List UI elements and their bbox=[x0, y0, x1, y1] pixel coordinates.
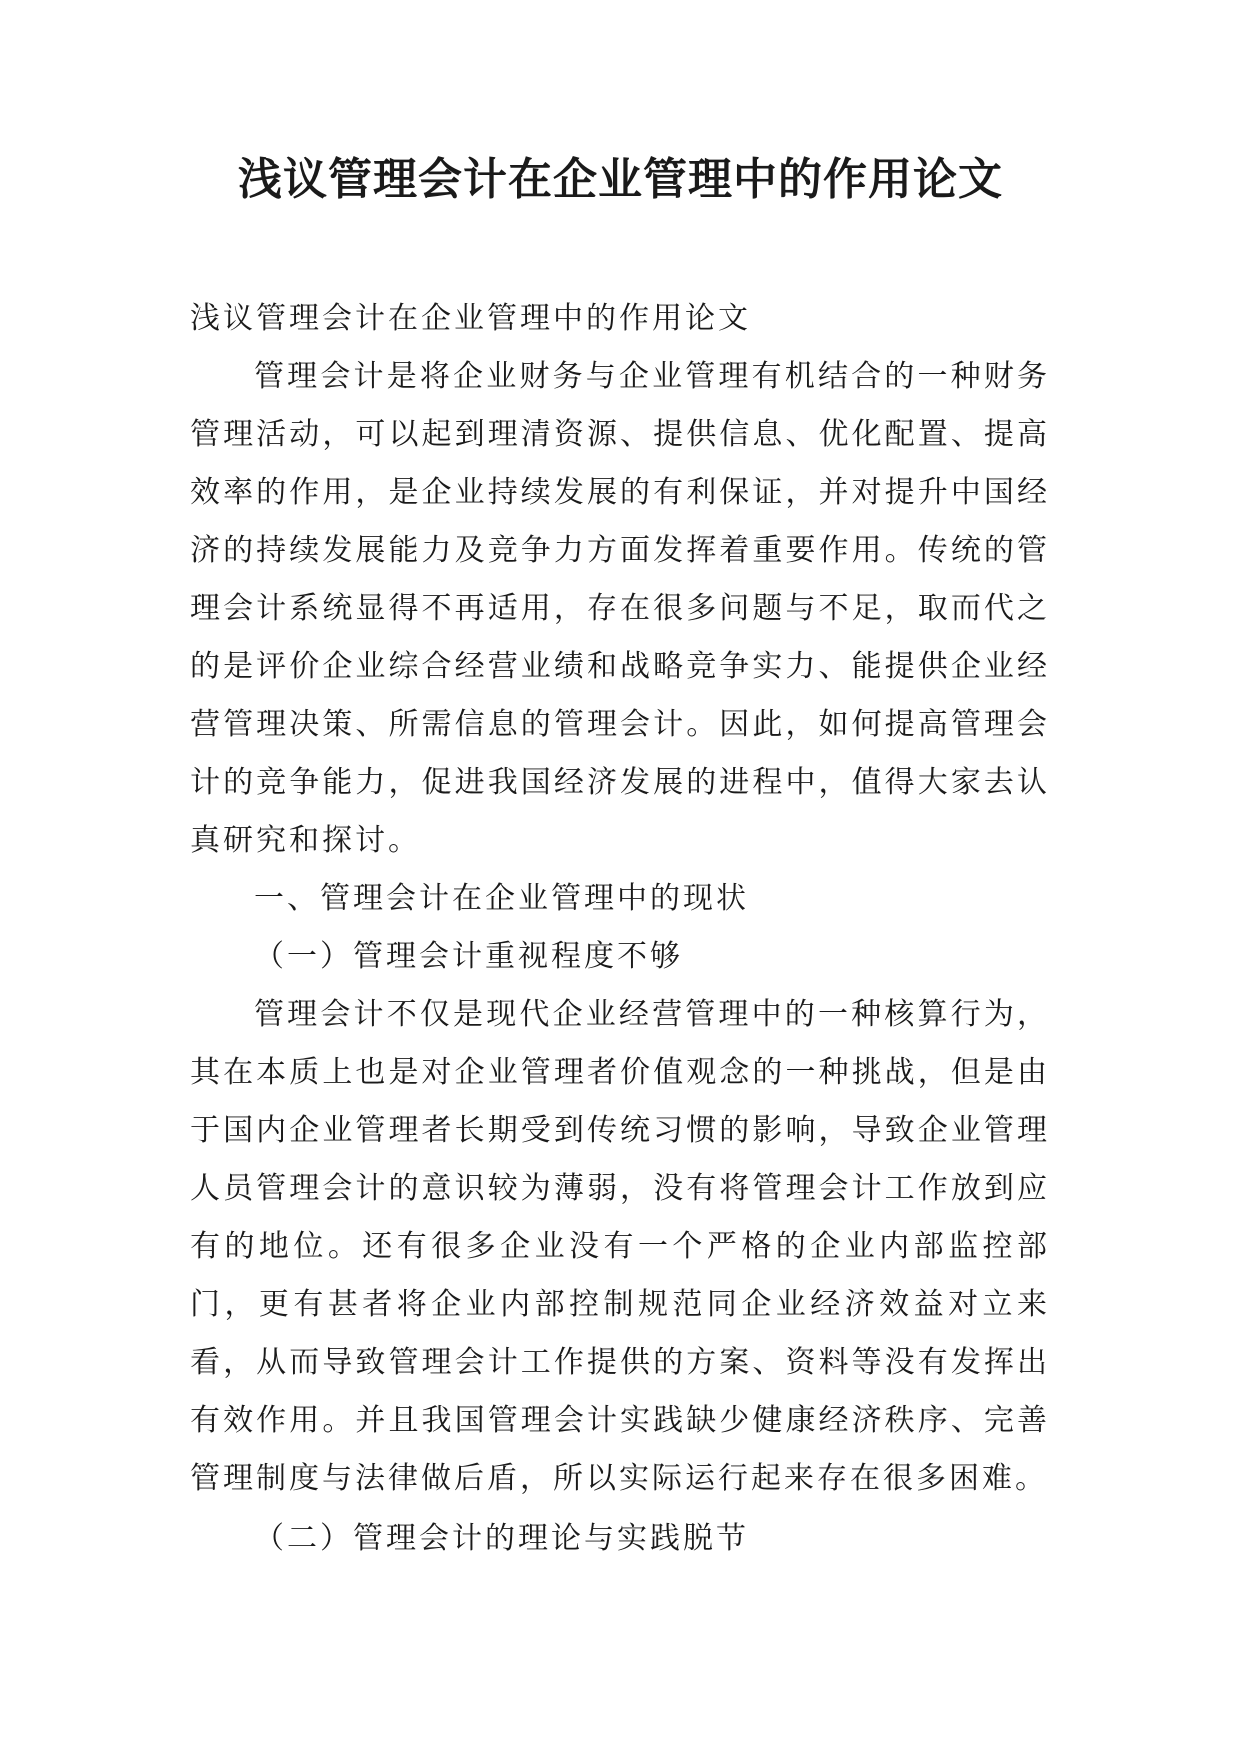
document-body bbox=[190, 290, 1050, 1568]
subsection-heading: （一）管理会计重视程度不够 bbox=[254, 939, 683, 974]
section-heading: 一、管理会计在企业管理中的现状 bbox=[254, 881, 749, 916]
document-subtitle: 浅议管理会计在企业管理中的作用论文 bbox=[190, 301, 751, 336]
document-title: 浅议管理会计在企业管理中的作用论文 bbox=[238, 154, 1003, 205]
subsection-heading: （二）管理会计的理论与实践脱节 bbox=[254, 1521, 749, 1556]
body-paragraph: 管理会计不仅是现代企业经营管理中的一种核算行为，其在本质上也是对企业管理者价值观念的一种挑战，但是由于国内企业管理者长期受到传统习惯的影响，导致企业管理人员管理会计的意识较为薄弱，没有将管理会计工作放到应有的地位。还有很多企业没有一个严格的企业内部监控部门，更有甚者将企业内部控制规范同企业经济效益对立来看，从而导致管理会计工作提供的方案、资料等没有发挥出有效作用。并且我国管理会计实践缺少健康经济秩序、完善管理制度与法律做后盾，所以实际运行起来存在很多困难。 bbox=[190, 997, 1050, 1496]
intro-paragraph: 管理会计是将企业财务与企业管理有机结合的一种财务管理活动，可以起到理清资源、提供信息、优化配置、提高效率的作用，是企业持续发展的有利保证，并对提升中国经济的持续发展能力及竞争力方面发挥着重要作用。传统的管理会计系统显得不再适用，存在很多问题与不足，取而代之的是评价企业综合经营业绩和战略竞争实力、能提供企业经营管理决策、所需信息的管理会计。因此，如何提高管理会计的竞争能力，促进我国经济发展的进程中，值得大家去认真研究和探讨。 bbox=[190, 359, 1050, 858]
